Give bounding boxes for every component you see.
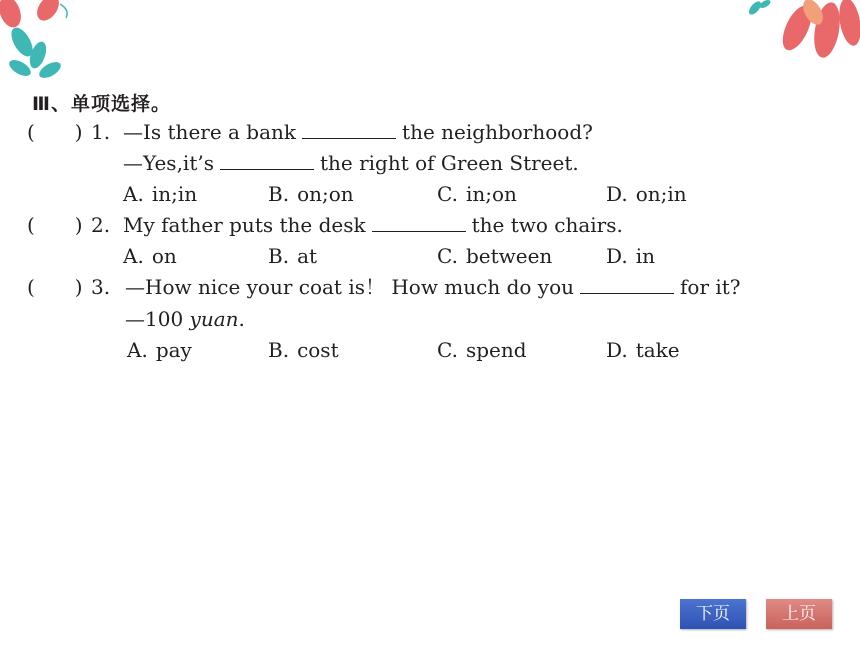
option-b: B. on;on xyxy=(268,182,354,206)
option-b: B. cost xyxy=(268,338,339,362)
option-a: A. on xyxy=(123,244,177,268)
question-line: My father puts the desk the two chairs. xyxy=(123,213,623,237)
option-a: A. pay xyxy=(127,338,192,362)
question-line: —Is there a bank the neighborhood? xyxy=(123,120,593,144)
answer-blank xyxy=(220,151,314,170)
answer-paren[interactable]: ( ) xyxy=(27,275,83,299)
answer-line: —100 yuan. xyxy=(125,307,245,331)
section-title: Ⅲ、单项选择。 xyxy=(32,93,171,115)
option-c: C. between xyxy=(437,244,553,268)
answer-blank xyxy=(302,120,396,139)
answer-blank xyxy=(580,275,674,294)
answer-blank xyxy=(372,213,466,232)
leaf-decoration-top-right xyxy=(735,0,860,70)
answer-line: —Yes,it’s the right of Green Street. xyxy=(123,151,579,175)
previous-page-button[interactable]: 上页 xyxy=(766,599,832,629)
question-number: 3. xyxy=(91,275,111,299)
question-number: 2. xyxy=(91,213,111,237)
leaf-decoration-top-left xyxy=(0,0,100,90)
option-a: A. in;in xyxy=(123,182,198,206)
option-d: D. in xyxy=(606,244,655,268)
answer-paren[interactable]: ( ) xyxy=(27,120,83,144)
option-d: D. on;in xyxy=(606,182,687,206)
option-c: C. spend xyxy=(437,338,527,362)
answer-paren[interactable]: ( ) xyxy=(27,213,83,237)
next-page-button[interactable]: 下页 xyxy=(680,599,746,629)
option-c: C. in;on xyxy=(437,182,517,206)
question-number: 1. xyxy=(91,120,111,144)
option-b: B. at xyxy=(268,244,318,268)
question-line: —How nice your coat is！ How much do you for it? xyxy=(125,275,741,299)
option-d: D. take xyxy=(606,338,680,362)
